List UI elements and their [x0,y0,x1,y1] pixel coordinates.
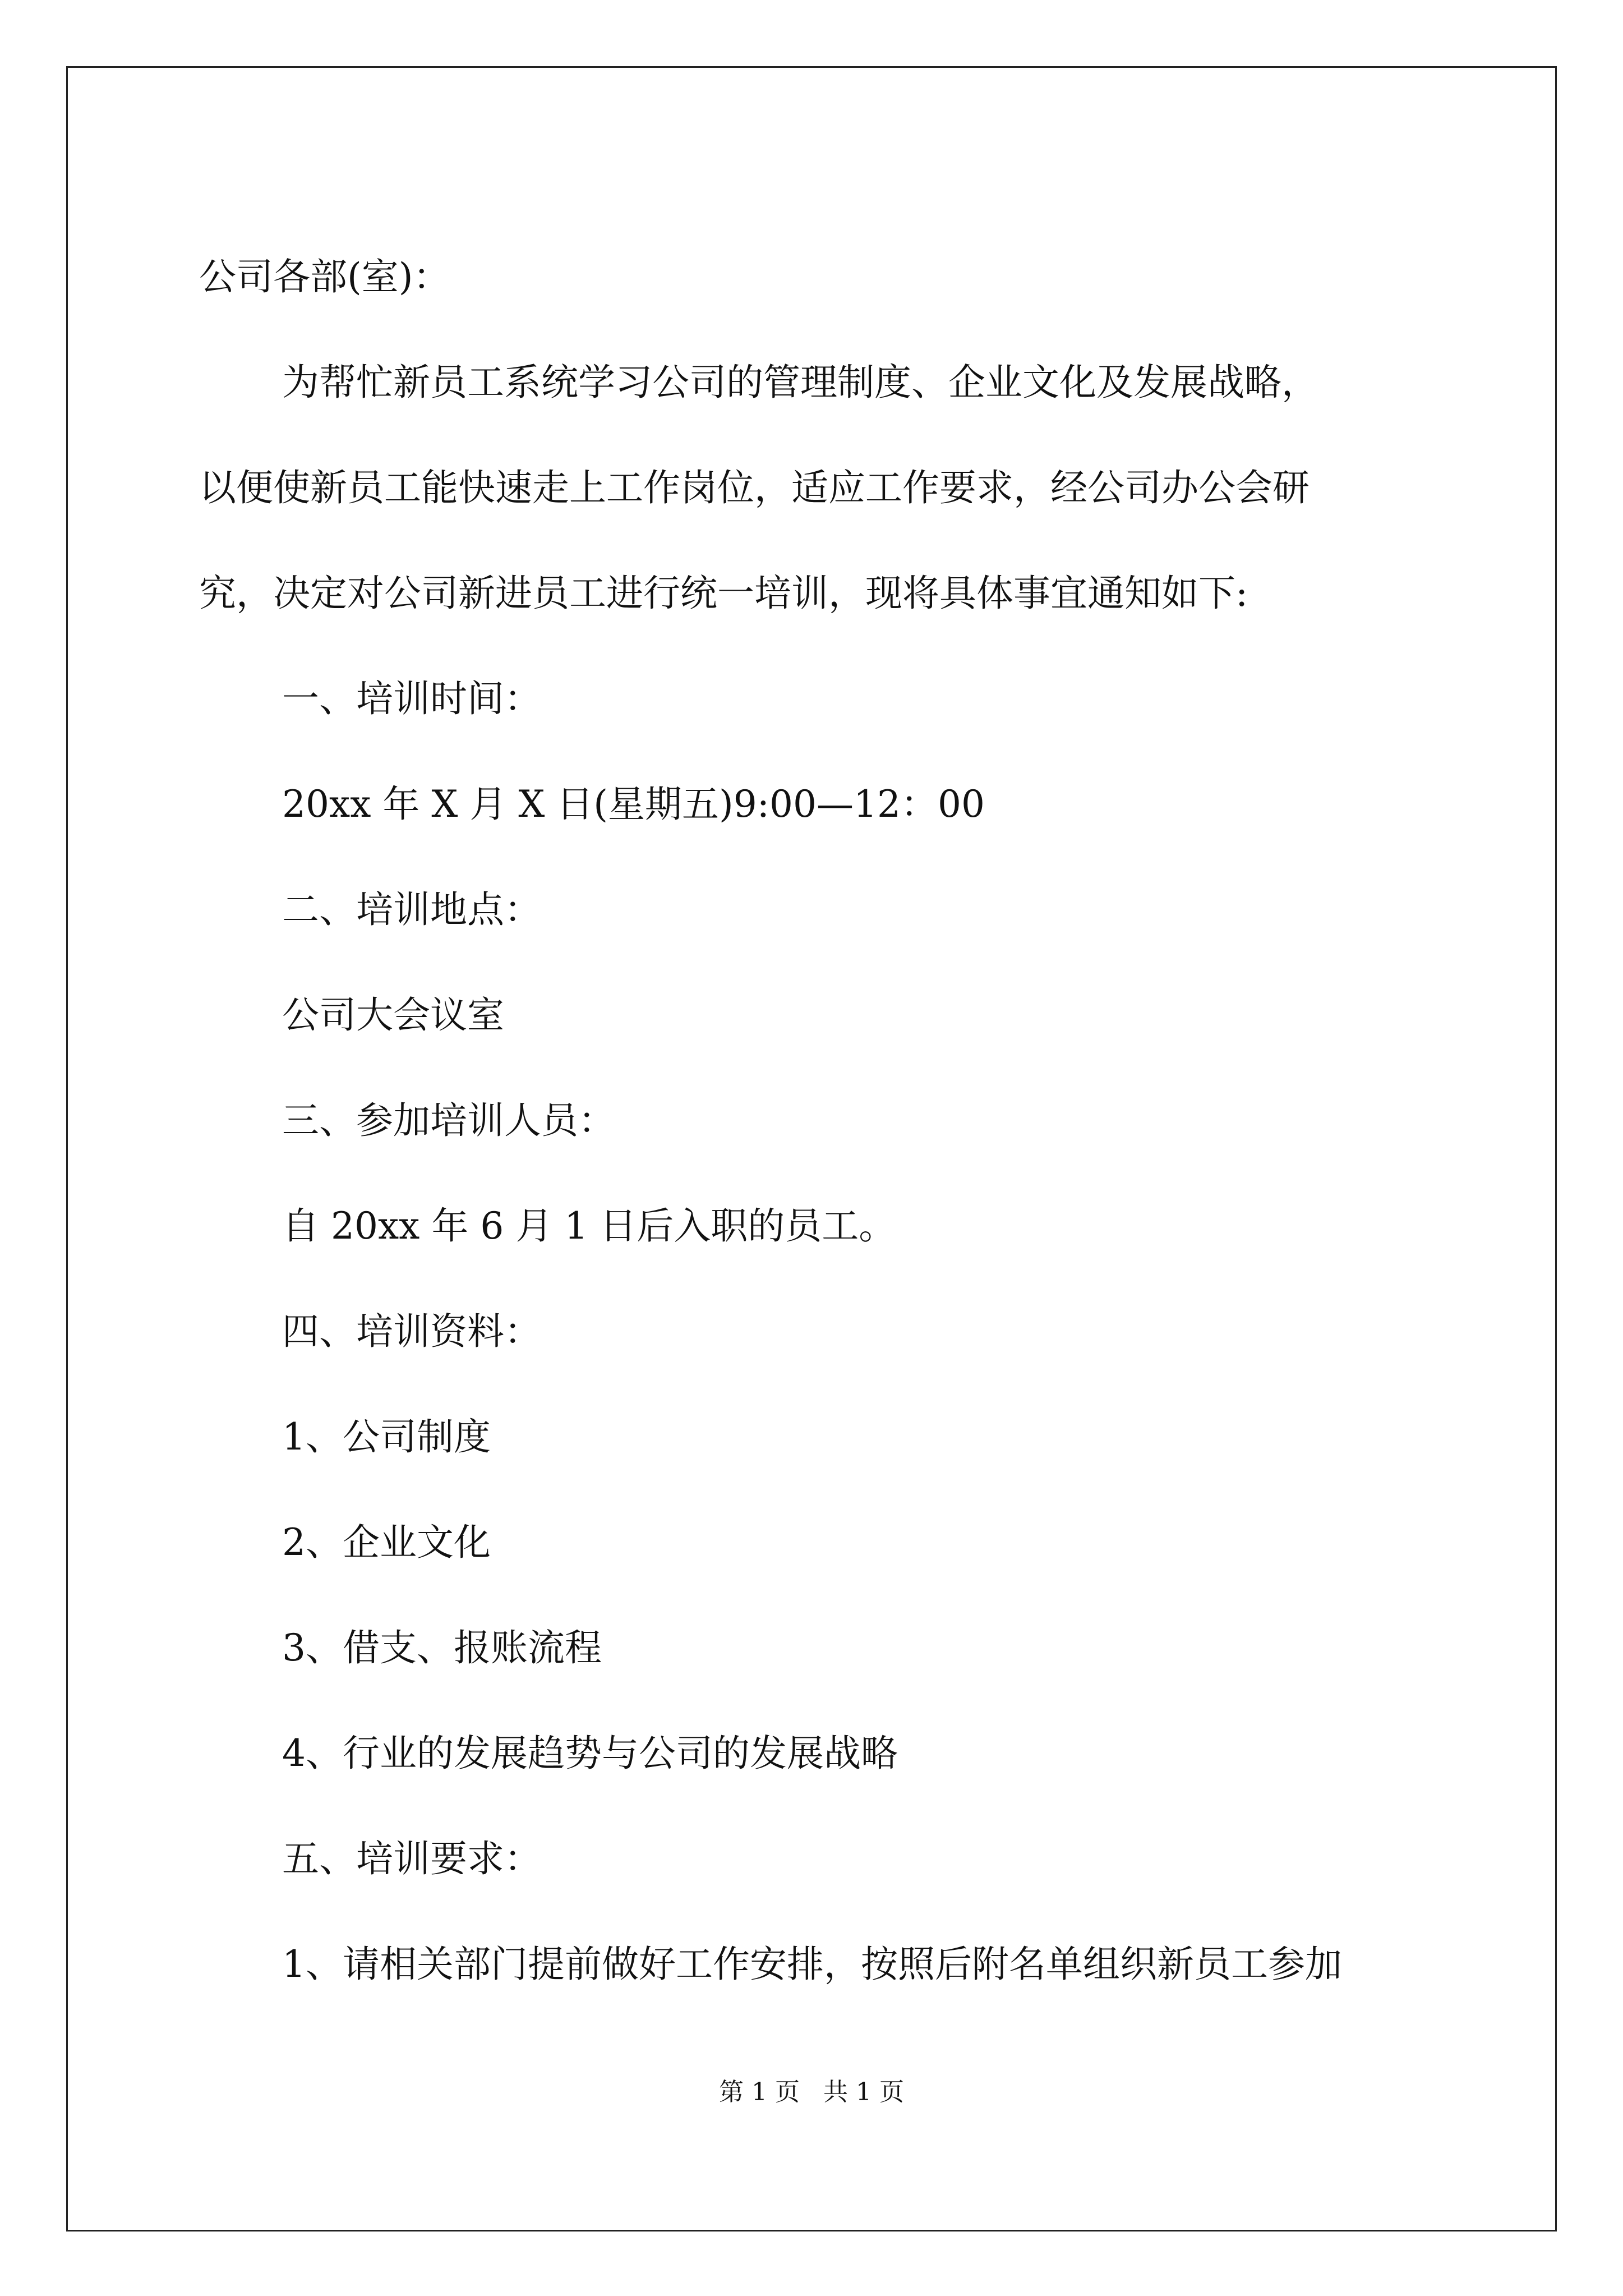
training-attendees: 自 20xx 年 6 月 1 日后入职的员工。 [282,1204,896,1248]
page-footer: 第 1 页 共 1 页 [719,2078,904,2106]
intro-line-2: 以便使新员工能快速走上工作岗位，适应工作要求，经公司办公会研 [199,466,1310,509]
section-heading-attendees: 三、参加培训人员： [282,1099,615,1142]
salutation: 公司各部(室)： [199,255,450,298]
training-time: 20xx 年 X 月 X 日(星期五)9:00—12：00 [282,783,985,826]
intro-line-3: 究，决定对公司新进员工进行统一培训，现将具体事宜通知如下: [199,572,1248,615]
material-item-2: 2、企业文化 [282,1521,491,1564]
material-item-3: 3、借支、报账流程 [282,1626,602,1669]
material-item-1: 1、公司制度 [282,1415,491,1458]
intro-line-1: 为帮忙新员工系统学习公司的管理制度、企业文化及发展战略， [282,361,1318,404]
training-location: 公司大会议室 [282,993,504,1037]
material-item-4: 4、行业的发展趋势与公司的发展战略 [282,1732,898,1775]
requirement-item-1: 1、请相关部门提前做好工作安排，按照后附名单组织新员工参加 [282,1943,1342,1986]
section-heading-requirements: 五、培训要求： [282,1837,541,1880]
section-heading-location: 二、培训地点： [282,888,541,931]
section-heading-time: 一、培训时间： [282,677,541,720]
section-heading-materials: 四、培训资料： [282,1310,541,1353]
document-body [199,224,1433,2017]
